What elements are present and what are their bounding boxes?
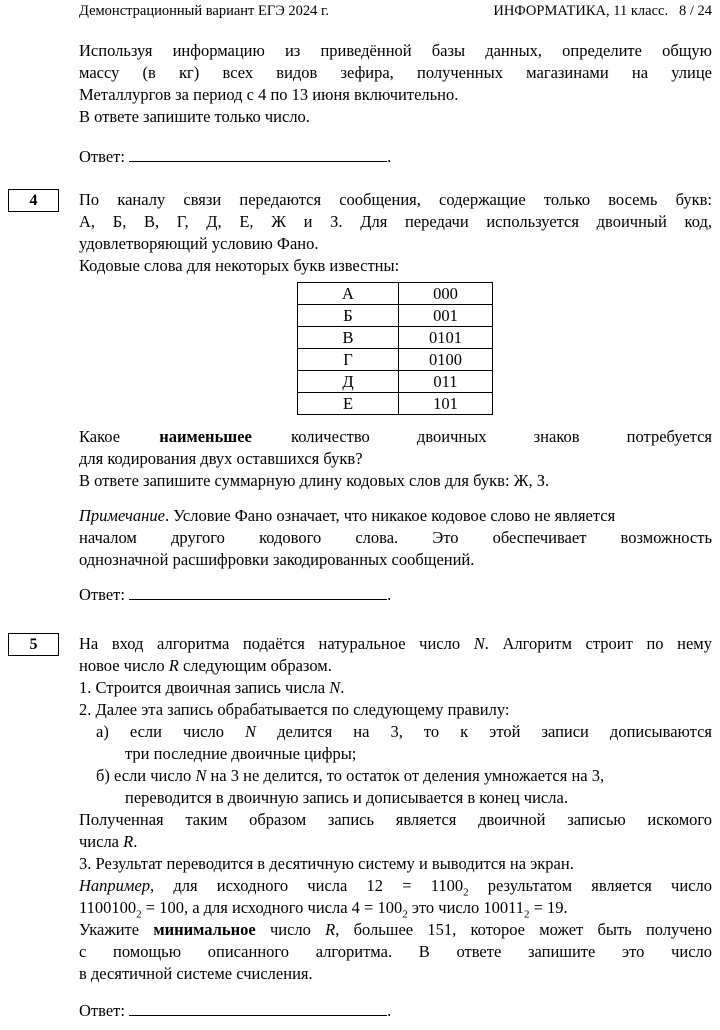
table-cell-code: 101 [399, 393, 493, 415]
q4-question: Какое наименьшее количество двоичных знаков потребуется для кодирования двух оставшихся букв? В ответе запишите суммарную длину кодовых слов для букв: Ж, З. [79, 427, 712, 490]
table-row [298, 393, 493, 415]
q4-line: А, Б, В, Г, Д, Е, Ж и З. Для передачи используется двоичный код, [79, 212, 712, 231]
q4-line: По каналу связи передаются сообщения, содержащие только восемь букв: [79, 190, 712, 209]
q5-text: На вход алгоритма подаётся натуральное число N. Алгоритм строит по нему новое число R следующим образом. 1. Строится двоичная запись числа N. 2. Далее эта запись обрабатывается по следующему правилу: а) если число N делится на 3, то к этой записи дописываются три последние двоичные цифры; б) если число N на 3 не делится, то остаток от деления умножается на 3, переводится в двоичную запись и дописывается в конец числа. Полученная таким образом запись является двоичной записью искомого числа R. 3. Результат переводится в десятичную систему и выводится на экран. Например, для исходного числа $12 = 1100_2$ результатом является число $1100100_2 = 100$, а для исходного числа $4 = 100_2$ это число $10011_2 = 19$. Укажите минимальное число R, большее 151, которое может быть получено с помощью описанного алгоритма. В ответе запишите это число в десятичной системе счисления. [79, 634, 712, 983]
table-cell-code: 0100 [399, 349, 493, 371]
q4-text [79, 189, 712, 277]
page-header-left: Демонстрационный вариант ЕГЭ 2024 г. [79, 3, 329, 19]
q4-line: удовлетворяющий условию Фано. [79, 234, 319, 253]
code-table [297, 282, 493, 415]
table-cell-letter: Б [298, 305, 399, 327]
question-number-4: 4 [8, 189, 59, 212]
emphasis: наименьшее [159, 427, 252, 446]
table-cell-code: 0101 [399, 327, 493, 349]
answer-label: Ответ: [79, 147, 125, 166]
q3-answer: Ответ: . [79, 147, 392, 166]
table-cell-code: 011 [399, 371, 493, 393]
table-row [298, 283, 493, 305]
q3-line: Металлургов за период с 4 по 13 июня включительно. [79, 85, 459, 104]
q5-answer: Ответ: . [79, 1001, 392, 1020]
question-number-5: 5 [8, 633, 59, 656]
table-cell-code: 000 [399, 283, 493, 305]
table-cell-letter: А [298, 283, 399, 305]
table-cell-letter: Г [298, 349, 399, 371]
q3-line: массу (в кг) всех видов зефира, полученных магазинами на улице [79, 63, 712, 82]
note-label: Примечание [79, 506, 165, 525]
q3-line: Используя информацию из приведённой базы данных, определите общую [79, 41, 712, 60]
table-cell-code: 001 [399, 305, 493, 327]
q4-answer: Ответ: . [79, 585, 392, 604]
answer-label: Ответ: [79, 1001, 125, 1020]
table-row [298, 305, 493, 327]
table-row [298, 349, 493, 371]
table-row [298, 327, 493, 349]
answer-line[interactable] [129, 1000, 387, 1016]
answer-label: Ответ: [79, 585, 125, 604]
table-cell-letter: Е [298, 393, 399, 415]
table-row [298, 371, 493, 393]
table-cell-letter: В [298, 327, 399, 349]
q3-text [79, 40, 712, 128]
answer-line[interactable] [129, 146, 387, 162]
table-cell-letter: Д [298, 371, 399, 393]
q3-line: В ответе запишите только число. [79, 107, 310, 126]
q4-note: Примечание. Условие Фано означает, что никакое кодовое слово не является началом другого кодового слова. Это обеспечивает возможность однозначной расшифровки закодированных сообщений. [79, 506, 712, 569]
page-header-right: ИНФОРМАТИКА, 11 класс. 8 / 24 [493, 3, 712, 19]
answer-line[interactable] [129, 584, 387, 600]
q4-line: Кодовые слова для некоторых букв известны: [79, 256, 400, 275]
